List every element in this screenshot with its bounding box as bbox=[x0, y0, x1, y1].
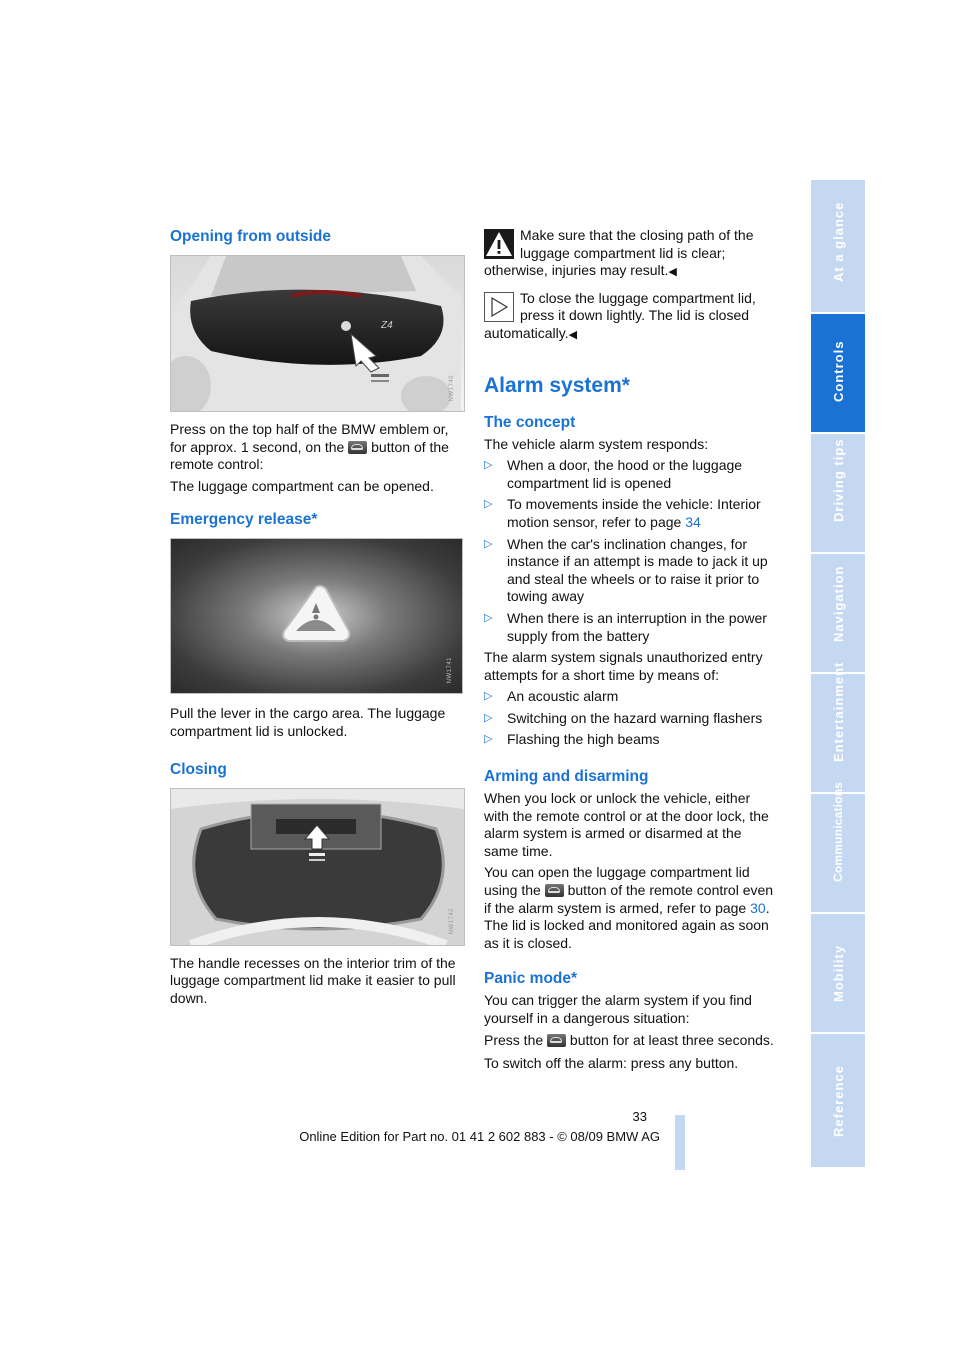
panic-heading: Panic mode* bbox=[484, 970, 578, 988]
panic-text-2 bbox=[484, 1032, 776, 1050]
concept-heading: The concept bbox=[484, 413, 576, 431]
list-item: ▷ Flashing the high beams bbox=[484, 731, 776, 749]
arming-heading: Arming and disarming bbox=[484, 768, 649, 786]
trunk-button-icon bbox=[547, 1034, 566, 1047]
list-item: ▷ When a door, the hood or the luggage compartment lid is opened bbox=[484, 457, 776, 492]
alarm-title: Alarm system* bbox=[484, 373, 630, 397]
tab-driving-tips[interactable] bbox=[811, 434, 865, 554]
tab-label: Reference bbox=[831, 1065, 846, 1138]
tab-label: At a glance bbox=[831, 202, 846, 283]
panic-switch-off: To switch off the alarm: press any button. bbox=[484, 1055, 739, 1072]
emergency-heading: Emergency release* bbox=[170, 511, 318, 529]
signals-list bbox=[484, 688, 776, 749]
warning-text: Make sure that the closing path of the luggage compartment lid is clear; otherwise, injuries may result. bbox=[484, 227, 754, 279]
trunk-exterior-image bbox=[170, 255, 465, 412]
tip-icon bbox=[484, 292, 514, 322]
concept-intro: The vehicle alarm system responds: bbox=[484, 435, 709, 452]
tab-mobility[interactable] bbox=[811, 914, 865, 1034]
tab-label: Mobility bbox=[831, 945, 846, 1003]
arming-text-2 bbox=[484, 864, 776, 952]
tip-note bbox=[484, 290, 776, 345]
closing-heading: Closing bbox=[170, 760, 227, 778]
tab-label: Driving tips bbox=[831, 438, 846, 523]
closing-text: The handle recesses on the interior trim of the luggage compartment lid make it easier to pull down. bbox=[170, 954, 456, 1006]
list-item bbox=[484, 496, 776, 531]
warning-icon bbox=[484, 229, 514, 259]
signals-intro: The alarm system signals unauthorized entry attempts for a short time by means of: bbox=[484, 649, 763, 683]
image-code: NW1742 bbox=[449, 908, 456, 935]
response-list bbox=[484, 457, 776, 645]
tab-navigation[interactable] bbox=[811, 554, 865, 674]
end-mark-icon: ◀ bbox=[668, 266, 677, 279]
page-number: 33 bbox=[632, 1109, 647, 1124]
list-item: ▷ An acoustic alarm bbox=[484, 688, 776, 706]
warning-note bbox=[484, 227, 776, 282]
tip-text: To close the luggage compartment lid, press it down lightly. The lid is closed automatically. bbox=[484, 289, 756, 341]
trunk-button-icon bbox=[348, 441, 367, 454]
trunk-interior-illustration bbox=[171, 789, 464, 945]
panic-text: You can trigger the alarm system if you find yourself in a dangerous situation: bbox=[484, 992, 752, 1026]
page-link-30[interactable]: 30 bbox=[750, 899, 766, 916]
tab-entertainment[interactable] bbox=[811, 662, 865, 794]
chapter-tabs bbox=[811, 180, 865, 1167]
tab-reference[interactable] bbox=[811, 1034, 865, 1167]
image-code: NW1740 bbox=[449, 374, 456, 401]
arming-text: When you lock or unlock the vehicle, either with the remote control or at the door lock, the alarm system is armed or disarmed at the same time. bbox=[484, 790, 769, 859]
arming-text-part1: You can open the luggage compartment lid using the bbox=[484, 864, 750, 899]
tab-label: Controls bbox=[831, 340, 846, 403]
arming-text-part3: . The lid is locked and monitored again as soon as it is closed. bbox=[484, 899, 770, 951]
trunk-interior-image bbox=[170, 788, 465, 946]
page-footer bbox=[180, 1108, 660, 1145]
emergency-text: Pull the lever in the cargo area. The luggage compartment lid is unlocked. bbox=[170, 705, 446, 739]
left-column bbox=[170, 227, 465, 1011]
tab-label: Navigation bbox=[831, 565, 846, 643]
trunk-exterior-illustration bbox=[171, 256, 464, 411]
list-item: ▷ When the car's inclination changes, for instance if an attempt is made to jack it up and steal the wheels or to raise it prior to towing away bbox=[484, 536, 776, 606]
tab-label: Entertainment bbox=[831, 662, 846, 763]
footer-marker-bar bbox=[675, 1115, 685, 1170]
tab-communications[interactable] bbox=[811, 782, 865, 914]
trunk-button-icon bbox=[545, 884, 564, 897]
opening-text-part1: Press on the top half of the BMW emblem or, for approx. 1 second, on the bbox=[170, 421, 449, 455]
z4-badge: Z4 bbox=[381, 320, 393, 331]
arming-text-part2: button of the remote control even if the alarm system is armed, refer to page bbox=[484, 882, 774, 916]
page-link-34[interactable]: 34 bbox=[685, 513, 701, 530]
list-item: ▷ When there is an interruption in the power supply from the battery bbox=[484, 610, 776, 645]
list-item-text: To movements inside the vehicle: Interior motion sensor, refer to page bbox=[507, 496, 761, 530]
opening-heading: Opening from outside bbox=[170, 228, 332, 245]
emergency-release-image bbox=[170, 538, 463, 694]
tab-controls[interactable] bbox=[811, 314, 865, 434]
edition-note: Online Edition for Part no. 01 41 2 602 883 - © 08/09 BMW AG bbox=[299, 1129, 660, 1144]
opening-text-part2: button of the remote control: bbox=[170, 438, 449, 473]
tab-label: Communications bbox=[831, 782, 845, 883]
right-column bbox=[484, 227, 776, 1077]
image-code: NW1741 bbox=[447, 657, 454, 684]
tab-at-a-glance[interactable] bbox=[811, 180, 865, 314]
panic-text-part1: Press the bbox=[484, 1031, 544, 1048]
opening-result: The luggage compartment can be opened. bbox=[170, 477, 434, 494]
list-item: ▷ Switching on the hazard warning flashers bbox=[484, 710, 776, 728]
end-mark-icon: ◀ bbox=[568, 328, 578, 341]
opening-text bbox=[170, 421, 465, 474]
panic-text-part2: button for at least three seconds. bbox=[569, 1031, 774, 1048]
emergency-release-illustration bbox=[171, 539, 462, 693]
